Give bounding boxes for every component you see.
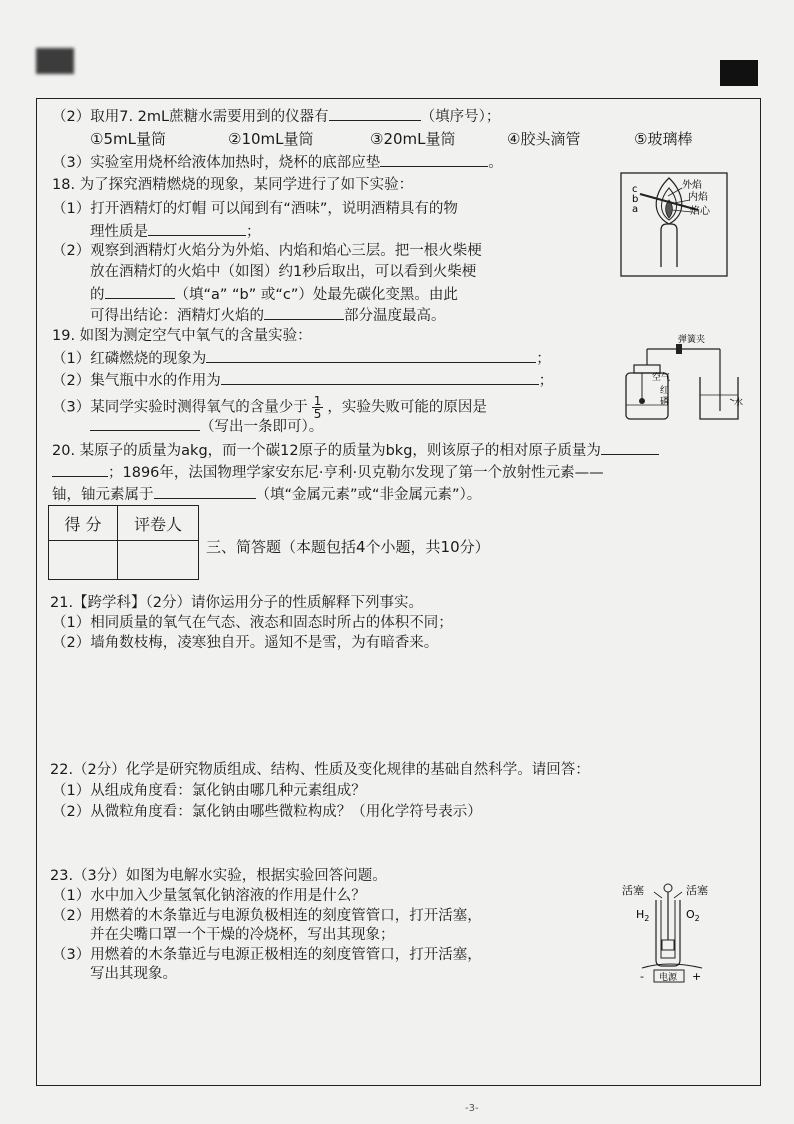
fraction-one-fifth: $\frac{1}{5}$ xyxy=(313,394,322,421)
label-phosphorus: 磷 xyxy=(660,397,670,407)
label-c: c xyxy=(632,184,638,195)
label-valve-right: 活塞 xyxy=(686,884,708,897)
score-cell[interactable] xyxy=(49,541,118,580)
answer-blank[interactable] xyxy=(380,152,488,167)
answer-blank[interactable] xyxy=(264,305,344,320)
option-5: ⑤玻璃棒 xyxy=(634,130,693,148)
q19-title: 19. 如图为测定空气中氧气的含量实验： xyxy=(52,328,312,344)
q18-p2a: （2）观察到酒精灯火焰分为外焰、内焰和焰心三层。把一根火柴梗 xyxy=(52,243,482,259)
label-minus: - xyxy=(640,970,644,983)
label-a: a xyxy=(632,204,639,215)
answer-blank[interactable] xyxy=(601,440,659,455)
q23-p3b: 写出其现象。 xyxy=(90,966,177,982)
answer-blank[interactable] xyxy=(52,462,108,477)
label-inner-flame: 内焰 xyxy=(688,192,708,203)
q21-p2: （2）墙角数枝梅，凌寒独自开。遥知不是雪，为有暗香来。 xyxy=(52,635,439,651)
answer-blank[interactable] xyxy=(105,284,175,299)
q21-title: 21.【跨学科】（2分）请你运用分子的性质解释下列事实。 xyxy=(50,595,424,611)
option-3: ③20mL量筒 xyxy=(370,130,456,148)
scan-mark-left xyxy=(36,48,74,74)
q21-p1: （1）相同质量的氧气在气态、液态和固态时所占的体积不同； xyxy=(52,615,453,631)
label-valve-left: 活塞 xyxy=(622,884,644,897)
electrolysis-figure xyxy=(618,880,726,986)
q19-p3b: （写出一条即可）。 xyxy=(90,416,323,436)
label-b: b xyxy=(632,194,639,205)
answer-blank[interactable] xyxy=(148,221,246,236)
q22-p1: （1）从组成角度看：氯化钠由哪几种元素组成？ xyxy=(52,783,366,799)
q23-p2b: 并在尖嘴口罩一个干燥的冷烧杯，写出其现象； xyxy=(90,927,395,943)
q18-p1a: （1）打开酒精灯的灯帽 可以闻到有“酒味”，说明酒精具有的物 xyxy=(52,201,458,217)
answer-blank[interactable] xyxy=(329,106,421,121)
q23-p3a: （3）用燃着的木条靠近与电源正极相连的刻度管管口，打开活塞， xyxy=(52,947,482,963)
q17-line3: （3）实验室用烧杯给液体加热时，烧杯的底部应垫 。 xyxy=(52,152,503,172)
label-spring-clip: 弹簧夹 xyxy=(678,335,706,345)
label-water: 水 xyxy=(734,398,744,408)
q19-p3: （3）某同学实验时测得氧气的含量少于 $\frac{1}{5}$ ，实验失败可能的原因是 xyxy=(52,394,487,421)
label-o2: $O_2$ xyxy=(686,908,700,923)
q18-p2d: 可得出结论：酒精灯火焰的 部分温度最高。 xyxy=(90,305,446,325)
grader-cell[interactable] xyxy=(118,541,199,580)
label-outer-flame: 外焰 xyxy=(682,180,702,191)
score-header: 得 分 xyxy=(49,506,118,541)
q23-p2a: （2）用燃着的木条靠近与电源负极相连的刻度管管口，打开活塞， xyxy=(52,908,482,924)
page-number: -3- xyxy=(465,1103,479,1114)
score-table xyxy=(48,505,199,580)
q17-line2: （2）取用7. 2mL蔗糖水需要用到的仪器有 （填序号）； xyxy=(52,106,500,126)
q18-p2b: 放在酒精灯的火焰中（如图）约1秒后取出，可以看到火柴梗 xyxy=(90,264,477,280)
option-4: ④胶头滴管 xyxy=(507,130,581,148)
oxygen-measure-figure xyxy=(612,333,746,425)
label-power: 电源 xyxy=(659,973,678,983)
q19-p1: （1）红磷燃烧的现象为 ； xyxy=(52,348,551,368)
option-2: ②10mL量筒 xyxy=(228,130,314,148)
option-1: ①5mL量筒 xyxy=(90,130,166,148)
q19-p2: （2）集气瓶中水的作用为 ； xyxy=(52,370,553,390)
section-title: 三、简答题（本题包括4个小题，共10分） xyxy=(206,538,490,556)
q23-title: 23.（3分）如图为电解水实验，根据实验回答问题。 xyxy=(50,868,387,884)
label-h2: $H_2$ xyxy=(636,908,650,923)
scan-mark-right xyxy=(720,60,758,86)
grader-header: 评卷人 xyxy=(118,506,199,541)
q20-l3: 铀，铀元素属于 （填“金属元素”或“非金属元素”）。 xyxy=(52,484,481,504)
q18-p2c: 的 （填“a” “b” 或“c”）处最先碳化变黑。由此 xyxy=(90,284,458,304)
answer-blank[interactable] xyxy=(90,416,200,431)
q20-l2: ；1896年，法国物理学家安东尼·亨利·贝克勒尔发现了第一个放射性元素—— xyxy=(52,462,604,482)
q22-p2: （2）从微粒角度看：氯化钠由哪些微粒构成？（用化学符号表示） xyxy=(52,804,482,820)
q20-l1: 20. 某原子的质量为akg，而一个碳12原子的质量为bkg，则该原子的相对原子质量为 xyxy=(52,440,659,460)
answer-blank[interactable] xyxy=(221,370,539,385)
answer-blank[interactable] xyxy=(154,484,256,499)
q18-p1b: 理性质是 ； xyxy=(90,221,261,241)
q22-title: 22.（2分）化学是研究物质组成、结构、性质及变化规律的基础自然科学。请回答： xyxy=(50,762,590,778)
q18-title: 18. 为了探究酒精燃烧的现象，某同学进行了如下实验： xyxy=(52,177,414,193)
label-flame-core: 焰心 xyxy=(690,206,710,217)
q23-p1: （1）水中加入少量氢氧化钠溶液的作用是什么？ xyxy=(52,888,366,904)
label-red: 红 xyxy=(660,386,670,396)
alcohol-lamp-figure xyxy=(620,172,730,278)
answer-blank[interactable] xyxy=(206,348,536,363)
label-air: 空气 xyxy=(652,373,671,383)
label-plus: + xyxy=(692,970,702,983)
